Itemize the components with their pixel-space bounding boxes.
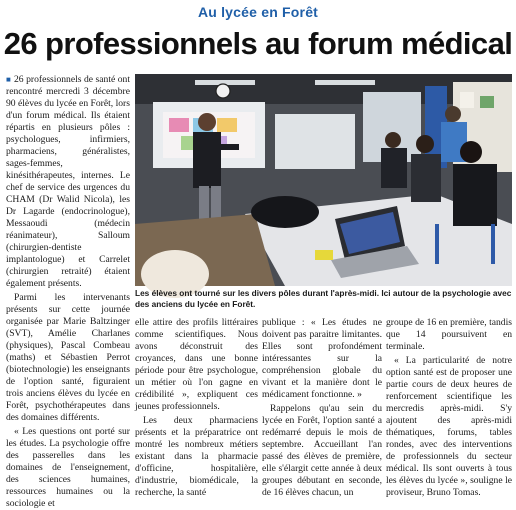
lead-paragraph-text: 26 professionnels de santé ont rencontré mercredi 3 décembre 90 élèves du lycée en Forêt, lors d'un forum médical. Ils étaient répartis en plusieurs pôles : psychologues, infirmiers, pharmaciens, généralistes, sages-femmes, kinésithérapeutes, internes. Le chef de service des urgences du CHAM (Dr Walid Nicola), les Dr Lagarde (endocrinologue), Messaoudi (médecin réanimateur), Salloum (chirurgien-dentiste implantologue) et Carrelet (chirurgien retraité) étaient également présents. (6, 74, 130, 289)
square-bullet-icon: ■ (6, 75, 11, 84)
body-paragraph: groupe de 16 en première, tandis que 14 poursuivent en terminale. (386, 317, 512, 352)
body-paragraph: Parmi les intervenants présents sur cette journée organisée par Marie Baltzinger (SVT), Amélie Charlanes (physiques), Pascal Combeau (maths) et Sébastien Perrot (biotechnologie) les enseignants de l'option santé, figuraient trois anciens élèves du lycée en Forêt, psychothérapeutes dans des domaines différents. (6, 292, 130, 423)
lead-paragraph (6, 74, 130, 290)
article-column-3 (262, 317, 382, 503)
article-column-1 (6, 74, 130, 509)
body-paragraph: Les deux pharmaciens présents et la préparatrice ont montré les nombreux métiers existant dans la pharmacie d'officine, hospitalière, d'industrie, biomédicale, la recherche, la santé (135, 415, 258, 498)
body-paragraph: « La particularité de notre option santé est de proposer une partie cours de deux heures de renforcement scientifique les mercredis après-midi. S'y ajoutent des après-midi thématiques, forums, tables rondes, avec des interventions de professionnels du secteur médical. Ils sont ouverts à tous les élèves du lycée », souligne le proviseur, Bruno Tomas. (386, 355, 512, 498)
body-paragraph: « Les questions ont porté sur les études. La psychologie offre des passerelles dans les domaines de l'enseignement, des sciences humaines, ressources humaines ou la sociologie et (6, 426, 130, 509)
article-photo (135, 74, 512, 286)
article-kicker: Au lycée en Forêt (197, 4, 319, 20)
body-paragraph: publique : « Les études ne doivent pas paraitre limitantes. Elles sont profondément intéressantes sur la compréhension globale du vivant et la manière dont le médicament fonctionne. » (262, 317, 382, 400)
classroom-photo-illustration (135, 74, 512, 286)
body-paragraph: elle attire des profils littéraires comme scientifiques. Nous avons déconstruit des croyances, dans une bonne période pour être psychologue, un métier où l'on gagne en crédibilité », expliquent ces jeunes professionnels. (135, 317, 258, 412)
article-column-2 (135, 317, 258, 503)
article-column-4 (386, 317, 512, 503)
body-paragraph: Rappelons qu'au sein du lycée en Forêt, l'option santé a redémarré depuis le mois de septembre. Accueillant l'an passé des élèves de première, elle s'élargit cette année à deux groupes débutant en seconde, de 16 élèves chacun, un (262, 403, 382, 498)
article-headline: 26 professionnels au forum médical (3, 26, 513, 61)
photo-caption: Les élèves ont tourné sur les divers pôles durant l'après-midi. Ici autour de la psychologie avec des anciens du lycée en Forêt. (135, 288, 512, 309)
